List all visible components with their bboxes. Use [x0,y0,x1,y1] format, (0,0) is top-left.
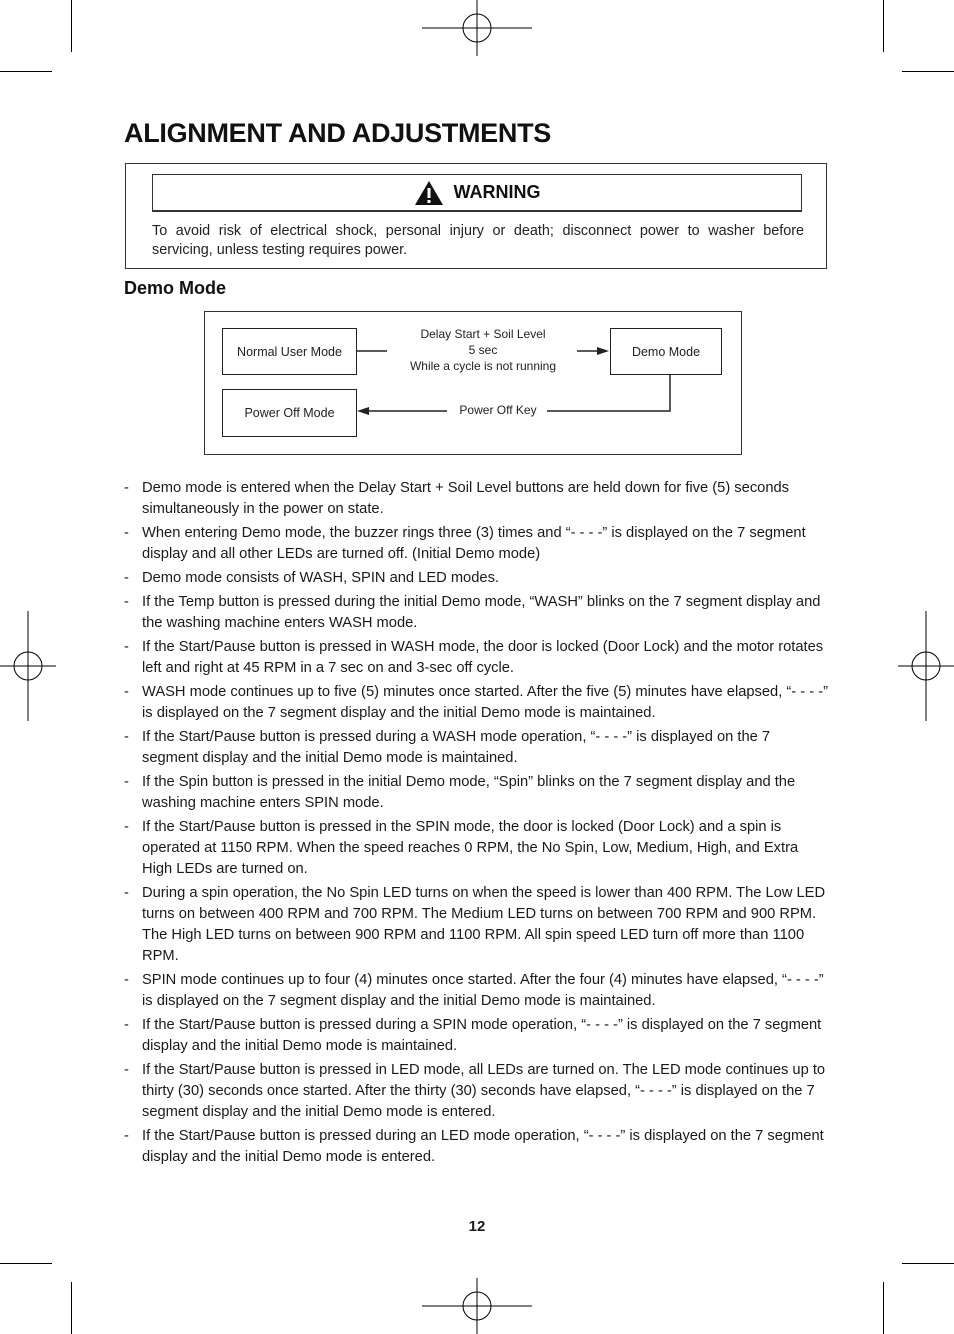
list-item: - SPIN mode continues up to four (4) minutes once started. After the four (4) minutes have elapsed, “- - - -” is displayed on the 7 segment display and the initial Demo mode is maintained. [124,972,824,1009]
list-item-text: During a spin operation, the No Spin LED turns on when the speed is lower than 400 RPM. The Low LED turns on between 400 RPM and 700 RPM. The Medium LED turns on between 700 RPM and 900 RPM. The High LED turns on between 900 RPM and 1100 RPM. All spin speed LED turn off more than 1100 RPM. [142,885,826,964]
registration-mark-right [898,611,954,721]
page-title: ALIGNMENT AND ADJUSTMENTS [124,118,551,148]
list-item-text: If the Temp button is pressed during the initial Demo mode, “WASH” blinks on the 7 segment display and the washing machine enters WASH mode. [142,594,821,631]
bullet-list [124,478,830,1171]
list-item-text: Demo mode is entered when the Delay Start + Soil Level buttons are held down for five (5) seconds simultaneously in the power on state. [142,480,790,517]
list-item-text: If the Start/Pause button is pressed in WASH mode, the door is locked (Door Lock) and the motor rotates left and right at 45 RPM in a 7 sec on and 3-sec off cycle. [142,639,824,676]
edge-label-power-off: Power Off Key [459,403,537,417]
registration-mark-bottom [422,1278,532,1334]
list-item: - If the Start/Pause button is pressed in the SPIN mode, the door is locked (Door Lock) and a spin is operated at 1150 RPM. When the speed reaches 0 RPM, the No Spin, Low, Medium, High, and Extra High LEDs are turned on. [124,819,799,877]
section-title: Demo Mode [124,278,227,298]
list-item: - If the Spin button is pressed in the initial Demo mode, “Spin” blinks on the 7 segment display and the washing machine enters SPIN mode. [124,774,796,811]
warning-text: To avoid risk of electrical shock, personal injury or death; disconnect power to washer before servicing, unless testing requires power. [152,223,804,258]
list-item-text: If the Start/Pause button is pressed in the SPIN mode, the door is locked (Door Lock) and a spin is operated at 1150 RPM. When the speed reaches 0 RPM, the No Spin, Low, Medium, High, and Extra High LEDs are turned on. [142,819,799,877]
list-item: - If the Start/Pause button is pressed during a SPIN mode operation, “- - - -” is displayed on the 7 segment display and the initial Demo mode is maintained. [124,1017,822,1054]
warning-triangle-icon [414,180,444,206]
list-item: - If the Temp button is pressed during the initial Demo mode, “WASH” blinks on the 7 segment display and the washing machine enters WASH mode. [124,594,821,631]
list-item-text: If the Start/Pause button is pressed during a WASH mode operation, “- - - -” is displayed on the 7 segment display and the initial Demo mode is maintained. [142,729,771,766]
warning-box [125,163,827,269]
list-item: - Demo mode consists of WASH, SPIN and LED modes. [124,570,499,586]
edge-label-enter-line3: While a cycle is not running [409,359,557,373]
list-item: - When entering Demo mode, the buzzer rings three (3) times and “- - - -” is displayed on the 7 segment display and all other LEDs are turned off. (Initial Demo mode) [124,525,806,562]
list-item-text: When entering Demo mode, the buzzer rings three (3) times and “- - - -” is displayed on the 7 segment display and all other LEDs are turned off. (Initial Demo mode) [142,525,806,562]
list-item-text: SPIN mode continues up to four (4) minutes once started. After the four (4) minutes have elapsed, “- - - -” is displayed on the 7 segment display and the initial Demo mode is maintained. [142,972,824,1009]
list-item-text: If the Start/Pause button is pressed during a SPIN mode operation, “- - - -” is displayed on the 7 segment display and the initial Demo mode is maintained. [142,1017,822,1054]
list-item-text: Demo mode consists of WASH, SPIN and LED modes. [142,570,499,586]
registration-mark-top [422,0,532,56]
warning-label: WARNING [453,182,541,202]
list-item: - Demo mode is entered when the Delay Start + Soil Level buttons are held down for five (5) seconds simultaneously in the power on state. [124,480,790,517]
node-demo-mode: Demo Mode [610,328,722,375]
list-item: - If the Start/Pause button is pressed in WASH mode, the door is locked (Door Lock) and the motor rotates left and right at 45 RPM in a 7 sec on and 3-sec off cycle. [124,639,824,676]
node-power-off-mode: Power Off Mode [222,389,357,437]
warning-header [152,174,802,212]
registration-mark-left [0,611,56,721]
list-item: - During a spin operation, the No Spin LED turns on when the speed is lower than 400 RPM. The Low LED turns on between 400 RPM and 700 RPM. The Medium LED turns on between 700 RPM and 900 RPM. The High LED turns on between 900 RPM and 1100 RPM. All spin speed LED turn off more than 1100 RPM. [124,885,826,964]
list-item-text: If the Spin button is pressed in the initial Demo mode, “Spin” blinks on the 7 segment display and the washing machine enters SPIN mode. [142,774,796,811]
list-item-text: If the Start/Pause button is pressed during an LED mode operation, “- - - -” is displayed on the 7 segment display and the initial Demo mode is entered. [142,1128,824,1165]
page-number: 12 [468,1218,486,1235]
list-item: - If the Start/Pause button is pressed in LED mode, all LEDs are turned on. The LED mode continues up to thirty (30) seconds once started. After the thirty (30) seconds have elapsed, “- - - -” is displayed on the 7 segment display and the initial Demo mode is entered. [124,1062,826,1120]
edge-label-enter [390,326,576,374]
list-item-text: WASH mode continues up to five (5) minutes once started. After the five (5) minutes have elapsed, “- - - -” is displayed on the 7 segment display and the initial Demo mode is maintained. [142,684,828,721]
demo-mode-diagram [204,311,742,455]
list-item: - WASH mode continues up to five (5) minutes once started. After the five (5) minutes have elapsed, “- - - -” is displayed on the 7 segment display and the initial Demo mode is maintained. [124,684,828,721]
list-item: - If the Start/Pause button is pressed during an LED mode operation, “- - - -” is displayed on the 7 segment display and the initial Demo mode is entered. [124,1128,824,1165]
edge-label-enter-line2: 5 sec [468,343,498,357]
edge-label-enter-line1: Delay Start + Soil Level [420,327,546,341]
list-item-text: If the Start/Pause button is pressed in LED mode, all LEDs are turned on. The LED mode continues up to thirty (30) seconds once started. After the thirty (30) seconds have elapsed, “- - - -” is displayed on the 7 segment display and the initial Demo mode is entered. [142,1062,826,1120]
list-item: - If the Start/Pause button is pressed during a WASH mode operation, “- - - -” is displayed on the 7 segment display and the initial Demo mode is maintained. [124,729,771,766]
node-normal-user-mode: Normal User Mode [222,328,357,375]
